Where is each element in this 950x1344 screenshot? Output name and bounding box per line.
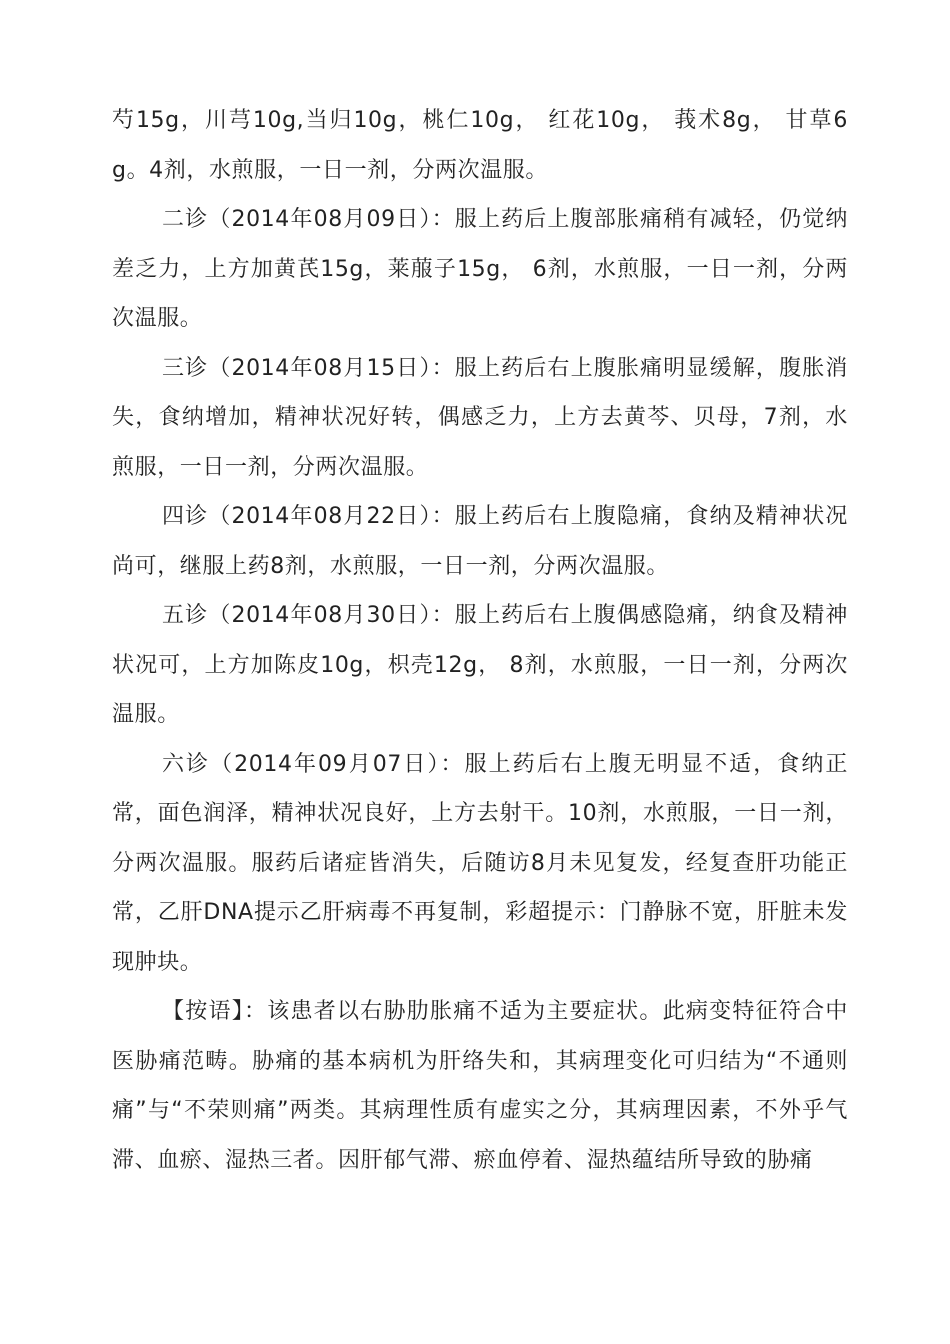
paragraph-prescription: 芍15g，川芎10g,当归10g，桃仁10g， 红花10g， 莪术8g， 甘草6g。4剂，水煎服，一日一剂，分两次温服。 bbox=[112, 108, 848, 183]
paragraph-commentary: 【按语】：该患者以右胁肋胀痛不适为主要症状。此病变特征符合中医胁痛范畴。胁痛的基本病机为肝络失和，其病理变化可归结为“不通则痛”与“不荣则痛”两类。其病理性质有虚实之分，其病理因素，不外乎气滞、血瘀、湿热三者。因肝郁气滞、瘀血停着、湿热蕴结所导致的胁痛 bbox=[112, 999, 848, 1173]
paragraph-visit-6: 六诊（2014年09月07日）：服上药后右上腹无明显不适，食纳正常，面色润泽，精神状况良好，上方去射干。10剂，水煎服，一日一剂，分两次温服。服药后诸症皆消失，后随访8月未见复发，经复查肝功能正常，乙肝DNA提示乙肝病毒不再复制，彩超提示：门静脉不宽，肝脏未发现肿块。 bbox=[112, 751, 848, 975]
paragraph-visit-2: 二诊（2014年08月09日）：服上药后上腹部胀痛稍有减轻，仍觉纳差乏力，上方加黄芪15g，莱菔子15g， 6剂，水煎服，一日一剂，分两次温服。 bbox=[112, 207, 848, 331]
paragraph-visit-5: 五诊（2014年08月30日）：服上药后右上腹偶感隐痛，纳食及精神状况可，上方加陈皮10g，枳壳12g， 8剂，水煎服，一日一剂，分两次温服。 bbox=[112, 603, 848, 727]
document-body bbox=[112, 96, 848, 1185]
paragraph-visit-3: 三诊（2014年08月15日）：服上药后右上腹胀痛明显缓解，腹胀消失，食纳增加，精神状况好转，偶感乏力，上方去黄芩、贝母，7剂，水煎服，一日一剂，分两次温服。 bbox=[112, 355, 848, 480]
paragraph-visit-4: 四诊（2014年08月22日）：服上药后右上腹隐痛，食纳及精神状况尚可，继服上药8剂，水煎服，一日一剂，分两次温服。 bbox=[112, 504, 848, 579]
